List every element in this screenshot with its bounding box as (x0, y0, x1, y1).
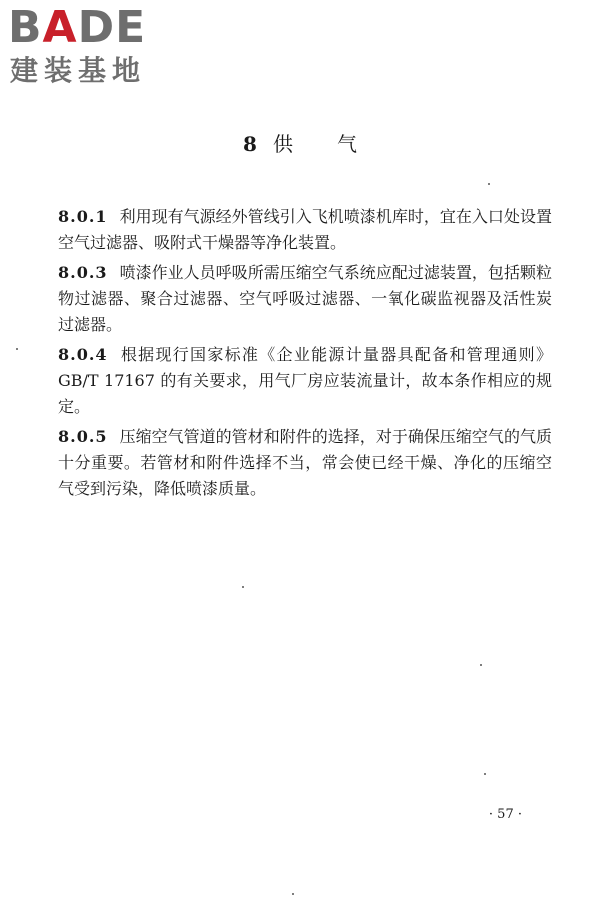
clause-number: 8.0.5 (58, 427, 108, 446)
clause-number: 8.0.4 (58, 345, 108, 364)
clause-text: 根据现行国家标准《企业能源计量器具配备和管理通则》GB/T 17167 的有关要求，用气厂房应装流量计，故本条作相应的规定。 (58, 345, 552, 416)
clause-8-0-5 (58, 424, 552, 502)
clause-8-0-3 (58, 260, 552, 338)
chapter-number: 8 (243, 132, 257, 156)
clause-number: 8.0.3 (58, 263, 108, 282)
chapter-title (0, 130, 600, 158)
clause-text: 利用现有气源经外管线引入飞机喷漆机库时，宜在入口处设置空气过滤器、吸附式干燥器等净化装置。 (58, 207, 552, 252)
scan-speck (488, 183, 490, 185)
logo-accent-letter: A (42, 2, 78, 53)
logo-wordmark: BADE (8, 2, 147, 53)
clause-text: 喷漆作业人员呼吸所需压缩空气系统应配过滤装置，包括颗粒物过滤器、聚合过滤器、空气呼吸过滤器、一氧化碳监视器及活性炭过滤器。 (58, 263, 552, 334)
clause-8-0-4 (58, 342, 552, 420)
scan-speck (480, 664, 482, 666)
scan-speck (16, 348, 18, 350)
scan-speck (242, 586, 244, 588)
clause-list (58, 204, 552, 506)
logo-subtitle: 建装基地 (10, 54, 147, 87)
scan-speck (292, 893, 294, 895)
bade-logo (8, 2, 183, 90)
clause-8-0-1 (58, 204, 552, 256)
clause-text: 压缩空气管道的管材和附件的选择，对于确保压缩空气的气质十分重要。若管材和附件选择不当，常会使已经干燥、净化的压缩空气受到污染，降低喷漆质量。 (58, 427, 552, 498)
page-number: · 57 · (488, 807, 522, 822)
clause-number: 8.0.1 (58, 207, 108, 226)
chapter-heading: 供气 (272, 132, 401, 156)
scan-speck (484, 773, 486, 775)
